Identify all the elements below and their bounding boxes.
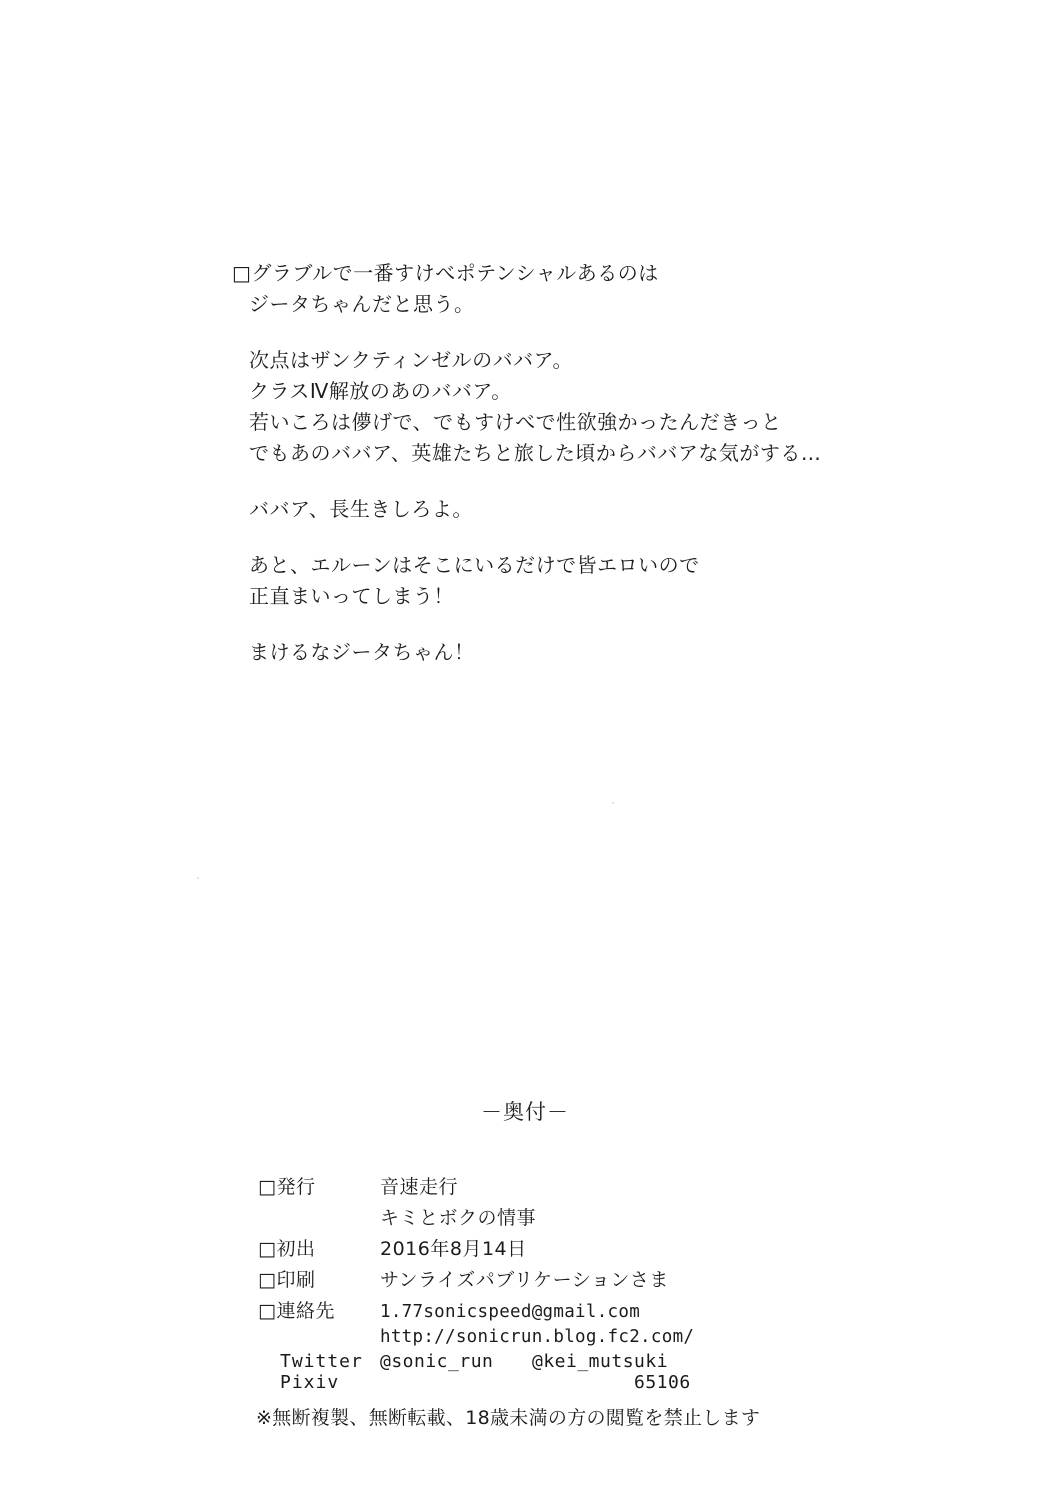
- afterword-line: ババア、長生きしろよ。: [249, 497, 473, 521]
- contact-label: □連絡先: [258, 1300, 335, 1322]
- publisher-label: □発行: [258, 1176, 316, 1198]
- printing-value: サンライズパブリケーションさま: [380, 1269, 669, 1291]
- afterword-line: クラスⅣ解放のあのババア。: [249, 379, 512, 403]
- afterword-line: まけるなジータちゃん！: [249, 640, 475, 664]
- afterword-spacer: [232, 320, 932, 345]
- afterword-spacer: [232, 612, 932, 637]
- afterword-line: □グラブルで一番すけべポテンシャルあるのは: [232, 261, 659, 285]
- first-release-value: 2016年8月14日: [380, 1238, 527, 1260]
- colophon-block: [258, 1172, 818, 1430]
- afterword-line: 若いころは儚げで、でもすけべで性欲強かったんだきっと: [249, 410, 782, 434]
- paper-speck: [612, 802, 614, 804]
- afterword-line: でもあのババア、英雄たちと旅した頃からババアな気がする…: [249, 441, 822, 465]
- afterword-text: [232, 258, 932, 668]
- copyright-notice: ※無断複製、無断転載、18歳未満の方の閲覧を禁止します: [256, 1407, 761, 1429]
- first-release-label: □初出: [258, 1238, 316, 1260]
- colophon-row-twitter: [258, 1351, 818, 1372]
- twitter-handle-primary: @sonic_run: [380, 1351, 494, 1372]
- publisher-name: 音速走行: [380, 1176, 459, 1198]
- pixiv-label: Pixiv: [280, 1372, 340, 1393]
- printing-label: □印刷: [258, 1269, 316, 1291]
- paper-speck: [197, 877, 199, 879]
- contact-url: http://sonicrun.blog.fc2.com/: [380, 1327, 695, 1347]
- colophon-heading: －奥付－: [481, 1100, 569, 1124]
- twitter-label: Twitter: [280, 1351, 363, 1372]
- colophon-row-pixiv: [258, 1372, 818, 1393]
- colophon-row-publisher: [258, 1172, 818, 1199]
- afterword-spacer: [232, 525, 932, 550]
- colophon-row-printing: [258, 1265, 818, 1292]
- twitter-handle-secondary: @kei_mutsuki: [532, 1351, 669, 1372]
- colophon-row-first-release: [258, 1234, 818, 1261]
- pixiv-id: 65106: [634, 1372, 691, 1393]
- afterword-line: あと、エルーンはそこにいるだけで皆エロいので: [249, 553, 700, 577]
- afterword-line: 正直まいってしまう！: [249, 584, 454, 608]
- afterword-line: ジータちゃんだと思う。: [249, 292, 475, 316]
- afterword-spacer: [232, 469, 932, 494]
- afterword-line: 次点はザンクティンゼルのババア。: [249, 348, 573, 372]
- colophon-row-contact: [258, 1296, 818, 1323]
- contact-email: 1.77sonicspeed@gmail.com: [380, 1302, 641, 1322]
- publication-title: キミとボクの情事: [380, 1207, 537, 1229]
